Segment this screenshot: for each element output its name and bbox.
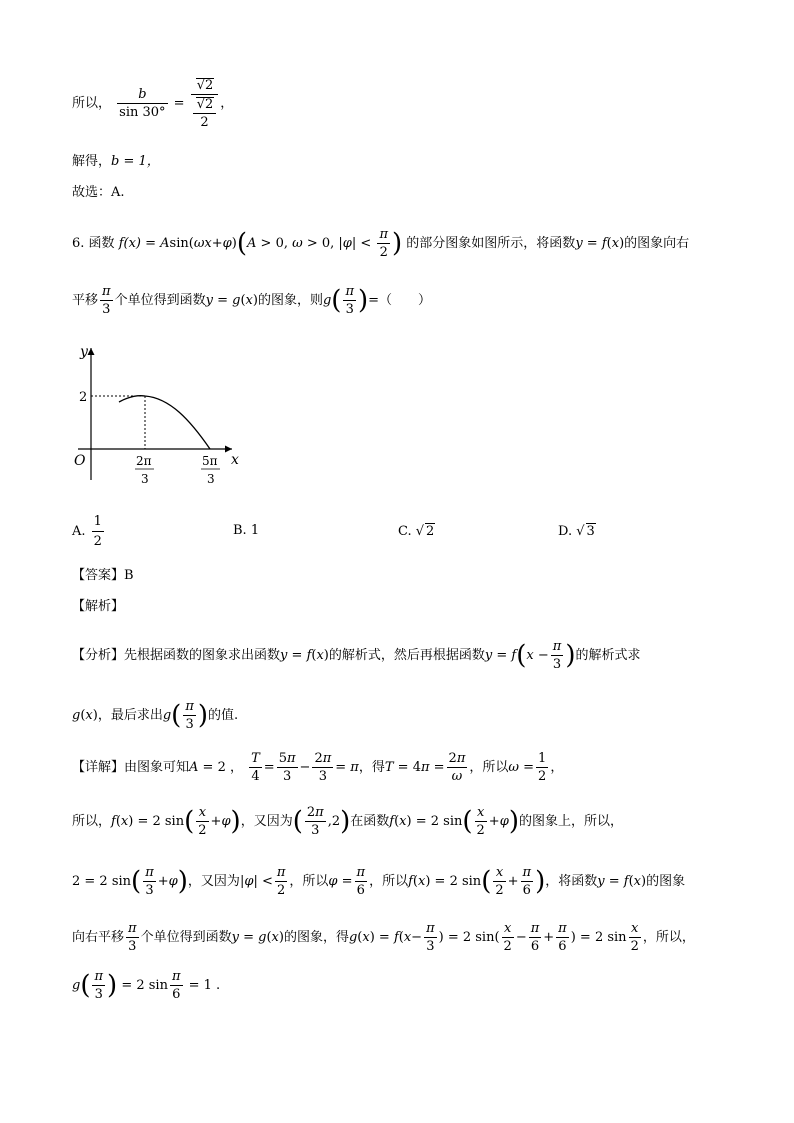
option-a-label: A. — [72, 524, 86, 539]
option-b-label: B. — [233, 523, 247, 538]
detail-tag: 【详解】 — [72, 760, 125, 775]
frac-b-sin30: $\frac{b}{\sin 30^\circ}$ — [119, 87, 166, 120]
text-shift: 平移 — [72, 293, 99, 308]
x-axis-label: x — [231, 452, 239, 468]
text-function: 函数 — [88, 236, 115, 251]
option-c[interactable]: C. √ 2 — [398, 524, 435, 539]
line-choose — [72, 186, 125, 199]
d-text6: 在函数 — [350, 814, 390, 829]
answer-line — [72, 569, 134, 582]
detail-line4: 向右平移 $\frac{\pi}{3}$ 个单位得到函数y = g(x)的图象，得g(x) = f(x− $\frac{\pi}{3}$ ) = 2 sin( $\frac{x}{2}$ − $\frac{\pi}{6}$ + $\frac{\pi}{6}$ ) = 2 sin $\frac{x}{2}$ ，所以， — [72, 921, 695, 954]
question-6-line2: 平移 $\frac{\pi}{3}$ 个单位得到函数y = g(x)的图象，则g( $\frac{\pi}{3}$ )=（ ） — [72, 284, 432, 317]
text-graph-right: 的图象向右 — [624, 236, 690, 251]
line-so-ratio: 所以， $\frac{b}{\sin 30^\circ}$ = $\frac{√2}{\frac{√2}{2}}$ ， — [72, 78, 234, 130]
answer-tag: 【答案】 — [72, 568, 125, 583]
fx-text3: 的解析式求 — [575, 648, 641, 663]
frac-sqrt2-over: $\frac{√2}{\frac{√2}{2}}$ — [191, 78, 219, 129]
text-b-eq: b = 1， — [111, 154, 160, 169]
y-axis-label: y — [80, 344, 88, 360]
option-a[interactable] — [72, 514, 106, 549]
text-choose: 故选：A. — [72, 185, 125, 200]
d-text7: 的图象上，所以， — [518, 814, 623, 829]
d-text12: 的图象 — [646, 874, 686, 889]
formula-fx: f(x) = A — [118, 236, 170, 251]
option-b-value: 1 — [250, 523, 260, 538]
d-text16: ，所以， — [642, 930, 695, 945]
fenxi-tag: 【分析】 — [72, 648, 125, 663]
question-6-line1: 6. 函数 f(x) = Asin(ωx+φ)(A > 0, ω > 0, |φ| < $\frac{\pi}{2}$ ) 的部分图象如图所示，将函数y = f(x)的图象向右 — [72, 227, 690, 260]
d-text9: ，所以 — [289, 874, 329, 889]
text-solve: 解得， — [72, 154, 112, 169]
analysis-line2: g(x)，最后求出g( $\frac{\pi}{3}$ )的值. — [72, 699, 239, 732]
line-solve — [72, 155, 160, 168]
text-blank: =（ ） — [368, 293, 432, 308]
d-text13: 向右平移 — [72, 930, 125, 945]
origin-label: O — [74, 453, 86, 469]
d-text5: ，又因为 — [240, 814, 293, 829]
answer-value: B — [124, 568, 134, 583]
x-tick2-num: 5π — [202, 454, 218, 468]
detail-line3: 2 = 2 sin( $\frac{\pi}{3}$ +φ)，又因为|φ| < $\frac{\pi}{2}$ ，所以φ = $\frac{\pi}{6}$ ，所以f(x) = 2 sin( $\frac{x}{2}$ + $\frac{\pi}{6}$ )，将函数y = f(x)的图象 — [72, 865, 686, 898]
detail-line1: 【详解】由图象可知A = 2 ， $\frac{T}{4}$ = $\frac{5\pi}{3}$ − $\frac{2\pi}{3}$ = π，得T = 4π = $\frac{2\pi}{\omega}$ ，所以ω = $\frac{1}{2}$ ， — [72, 751, 564, 784]
d-text10: ，所以 — [369, 874, 409, 889]
option-c-label: C. — [398, 524, 412, 539]
d-text8: ，又因为 — [187, 874, 240, 889]
x-tick1-num: 2π — [136, 454, 152, 468]
d-text1: 由图象可知 — [124, 760, 190, 775]
d-text15: 的图象，得 — [283, 930, 349, 945]
option-d[interactable]: D. √ 3 — [558, 524, 595, 539]
text-units: 个单位得到函数 — [114, 293, 206, 308]
d-text11: ，将函数 — [545, 874, 598, 889]
text-then: 的图象，则 — [257, 293, 323, 308]
option-c-value: 2 — [426, 524, 435, 539]
fx-text2: 的解析式，然后再根据函数 — [328, 648, 485, 663]
detail-line2: 所以，f(x) = 2 sin( $\frac{x}{2}$ +φ)，又因为( $\frac{2\pi}{3}$ ,2)在函数f(x) = 2 sin( $\frac{x}{2}$ +φ)的图象上，所以， — [72, 805, 623, 838]
d-text4: 所以， — [72, 814, 112, 829]
text-part-graph: 的部分图象如图所示，将函数 — [406, 236, 576, 251]
fx-text4: ，最后求出 — [97, 708, 163, 723]
detail-line5: g( $\frac{\pi}{3}$ ) = 2 sin $\frac{\pi}{6}$ = 1 . — [72, 969, 221, 1002]
d-text3: ，所以 — [469, 760, 509, 775]
d-text2: ，得 — [358, 760, 385, 775]
text-so: 所以， — [72, 96, 112, 111]
x-tick2-den: 3 — [207, 472, 215, 486]
analysis-line1: 【分析】先根据函数的图象求出函数y = f(x)的解析式，然后再根据函数y = f(x − $\frac{\pi}{3}$ )的解析式求 — [72, 639, 641, 672]
analysis-tag: 【解析】 — [72, 599, 125, 614]
option-d-label: D. — [558, 524, 573, 539]
d-text14: 个单位得到函数 — [140, 930, 232, 945]
fx-text1: 先根据函数的图象求出函数 — [124, 648, 281, 663]
sine-curve — [119, 396, 210, 449]
fx-text5: 的值. — [208, 708, 239, 723]
function-graph — [70, 340, 250, 490]
analysis-tag-line — [72, 600, 124, 613]
y-tick-2: 2 — [79, 390, 88, 405]
option-b[interactable] — [233, 523, 259, 538]
option-d-value: 3 — [586, 524, 595, 539]
question-number: 6. — [72, 236, 85, 251]
x-tick1-den: 3 — [141, 472, 149, 486]
option-a-value: $\frac{1}{2}$ — [93, 514, 102, 549]
